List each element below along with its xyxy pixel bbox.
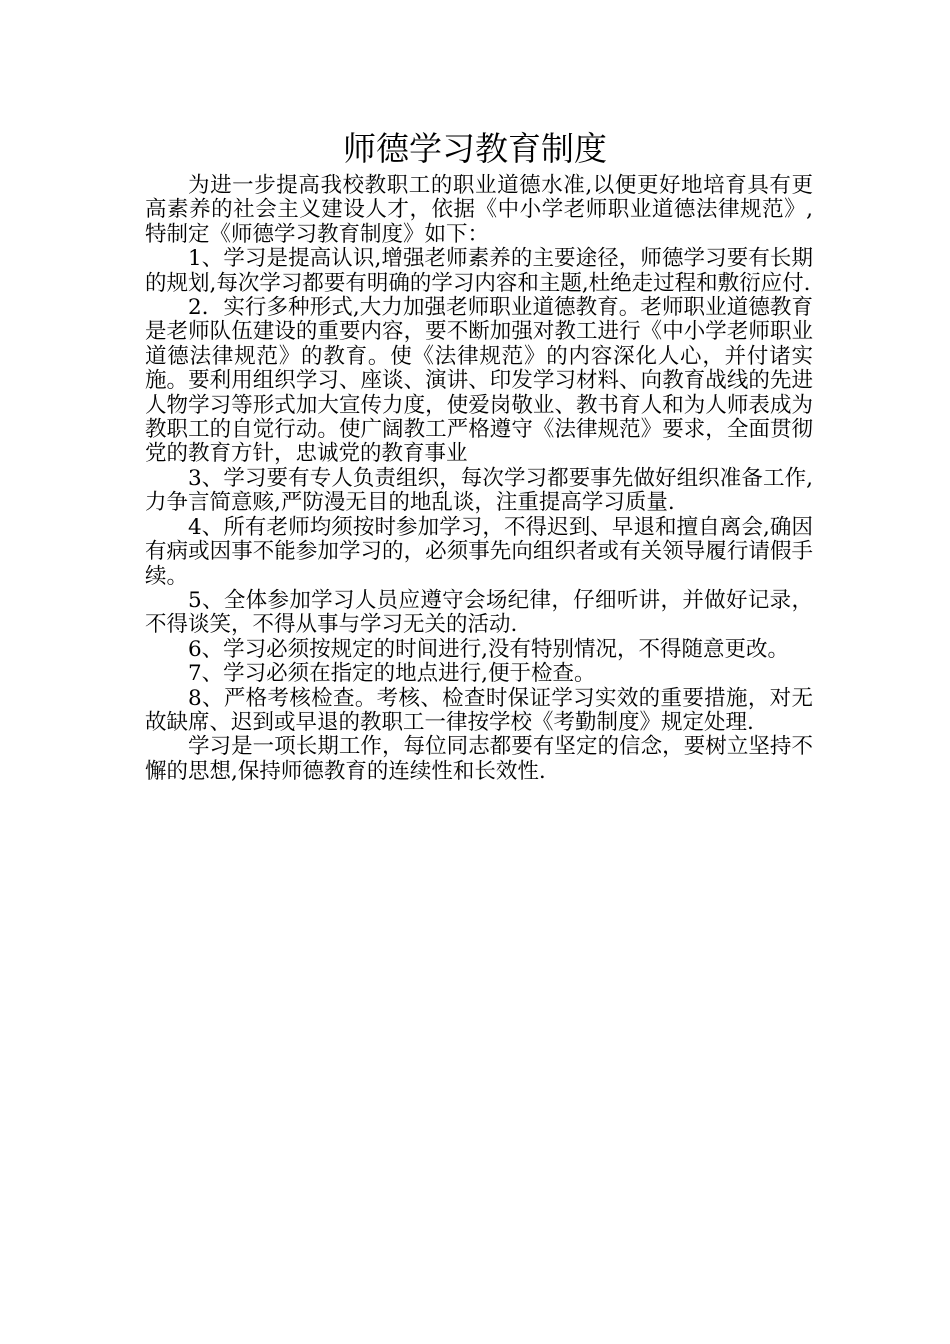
rule-paragraph-4: 4、所有老师均须按时参加学习，不得迟到、早退和擅自离会,确因有病或因事不能参加学习的，必须事先向组织者或有关领导履行请假手续。 [145, 514, 813, 589]
document-title: 师德学习教育制度 [343, 129, 607, 168]
rule-paragraph-7: 7、学习必须在指定的地点进行,便于检查。 [188, 661, 596, 687]
rule-paragraph-3: 3、学习要有专人负责组织，每次学习都要事先做好组织准备工作,力争言简意赅,严防漫无目的地乱谈，注重提高学习质量. [145, 465, 813, 516]
rule-paragraph-8: 8、严格考核检查。考核、检查时保证学习实效的重要措施，对无故缺席、迟到或早退的教职工一律按学校《考勤制度》规定处理. [145, 685, 813, 735]
rule-paragraph-6: 6、学习必须按规定的时间进行,没有特别情况，不得随意更改。 [188, 636, 790, 662]
intro-paragraph: 为进一步提高我校教职工的职业道德水准,以便更好地培育具有更高素养的社会主义建设人才，依据《中小学老师职业道德法律规范》,特制定《师德学习教育制度》如下： [145, 173, 813, 247]
closing-paragraph: 学习是一项长期工作，每位同志都要有坚定的信念，要树立坚持不懈的思想,保持师德教育的连续性和长效性. [145, 734, 813, 784]
rule-paragraph-1: 1、学习是提高认识,增强老师素养的主要途径，师德学习要有长期的规划,每次学习都要有明确的学习内容和主题,杜绝走过程和敷衍应付. [145, 246, 813, 296]
rule-paragraph-5: 5、全体参加学习人员应遵守会场纪律，仔细听讲，并做好记录，不得谈笑，不得从事与学习无关的活动. [145, 587, 813, 638]
rule-paragraph-2: 2．实行多种形式,大力加强老师职业道德教育。老师职业道德教育是老师队伍建设的重要内容，要不断加强对教工进行《中小学老师职业道德法律规范》的教育。使《法律规范》的内容深化人心，并付诸实施。要利用组织学习、座谈、演讲、印发学习材料、向教育战线的先进人物学习等形式加大宣传力度，使爱岗敬业、教书育人和为人师表成为教职工的自觉行动。使广阔教工严格遵守《法律规范》要求，全面贯彻党的教育方针，忠诚党的教育事业 [145, 295, 813, 467]
document-body [145, 174, 813, 784]
